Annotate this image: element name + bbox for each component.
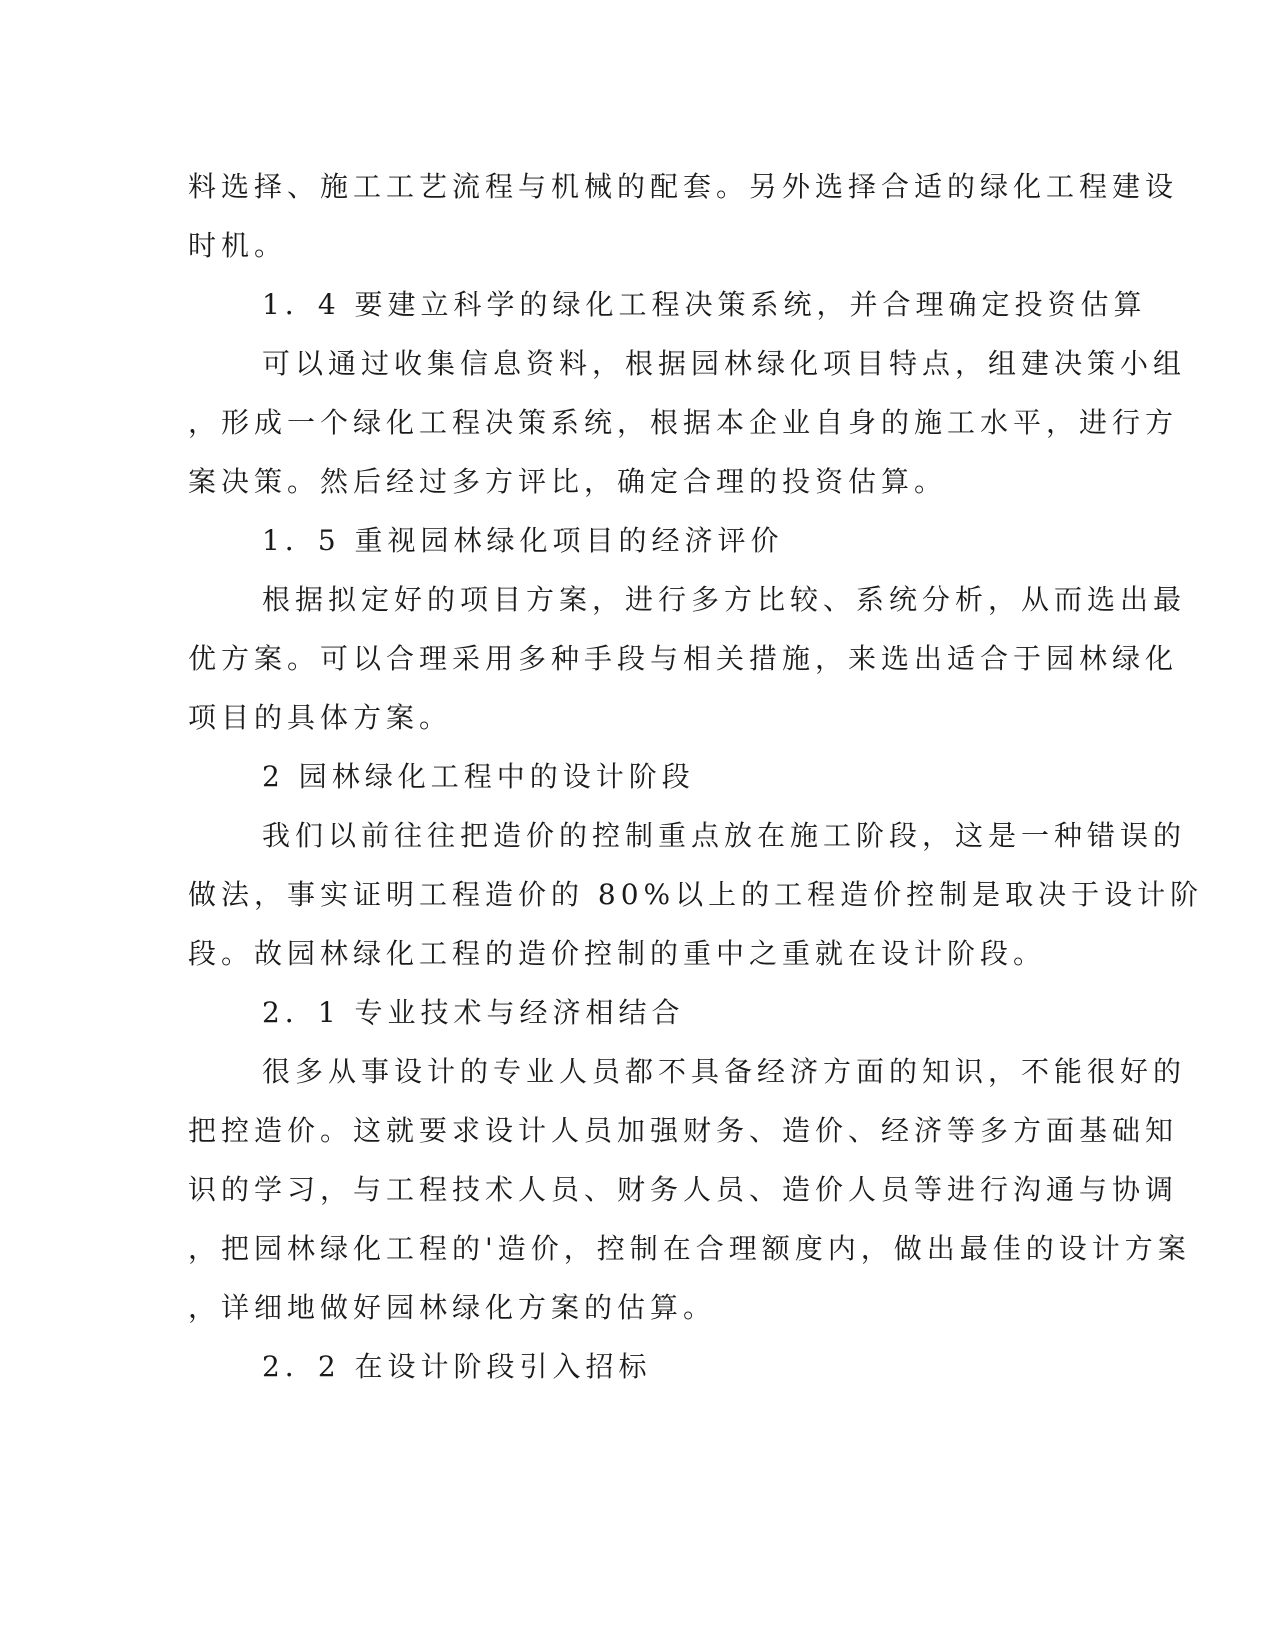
text-line: 我们以前往往把造价的控制重点放在施工阶段，这是一种错误的 bbox=[262, 819, 1187, 852]
text-line: ，详细地做好园林绿化方案的估算。 bbox=[188, 1291, 717, 1324]
section-heading: 2 园林绿化工程中的设计阶段 bbox=[262, 760, 695, 793]
text-line: 把控造价。这就要求设计人员加强财务、造价、经济等多方面基础知 bbox=[188, 1114, 1179, 1147]
section-heading: 1．4 要建立科学的绿化工程决策系统，并合理确定投资估算 bbox=[262, 288, 1147, 321]
text-line: 段。故园林绿化工程的造价控制的重中之重就在设计阶段。 bbox=[188, 937, 1047, 970]
section-heading: 2．1 专业技术与经济相结合 bbox=[262, 996, 685, 1029]
text-line: ，把园林绿化工程的'造价，控制在合理额度内，做出最佳的设计方案 bbox=[188, 1232, 1191, 1265]
text-line: 料选择、施工工艺流程与机械的配套。另外选择合适的绿化工程建设 bbox=[188, 170, 1179, 203]
section-heading: 1．5 重视园林绿化项目的经济评价 bbox=[262, 524, 784, 557]
text-line: 时机。 bbox=[188, 229, 288, 262]
text-line: 根据拟定好的项目方案，进行多方比较、系统分析，从而选出最 bbox=[262, 583, 1187, 616]
text-line: 可以通过收集信息资料，根据园林绿化项目特点，组建决策小组 bbox=[262, 347, 1187, 380]
text-line: ，形成一个绿化工程决策系统，根据本企业自身的施工水平，进行方 bbox=[188, 406, 1179, 439]
text-line: 很多从事设计的专业人员都不具备经济方面的知识，不能很好的 bbox=[262, 1055, 1187, 1088]
section-heading: 2．2 在设计阶段引入招标 bbox=[262, 1350, 652, 1383]
text-line: 优方案。可以合理采用多种手段与相关措施，来选出适合于园林绿化 bbox=[188, 642, 1179, 675]
text-line: 案决策。然后经过多方评比，确定合理的投资估算。 bbox=[188, 465, 948, 498]
text-line: 项目的具体方案。 bbox=[188, 701, 453, 734]
text-line: 做法，事实证明工程造价的 80%以上的工程造价控制是取决于设计阶 bbox=[188, 878, 1204, 911]
text-line: 识的学习，与工程技术人员、财务人员、造价人员等进行沟通与协调 bbox=[188, 1173, 1179, 1206]
